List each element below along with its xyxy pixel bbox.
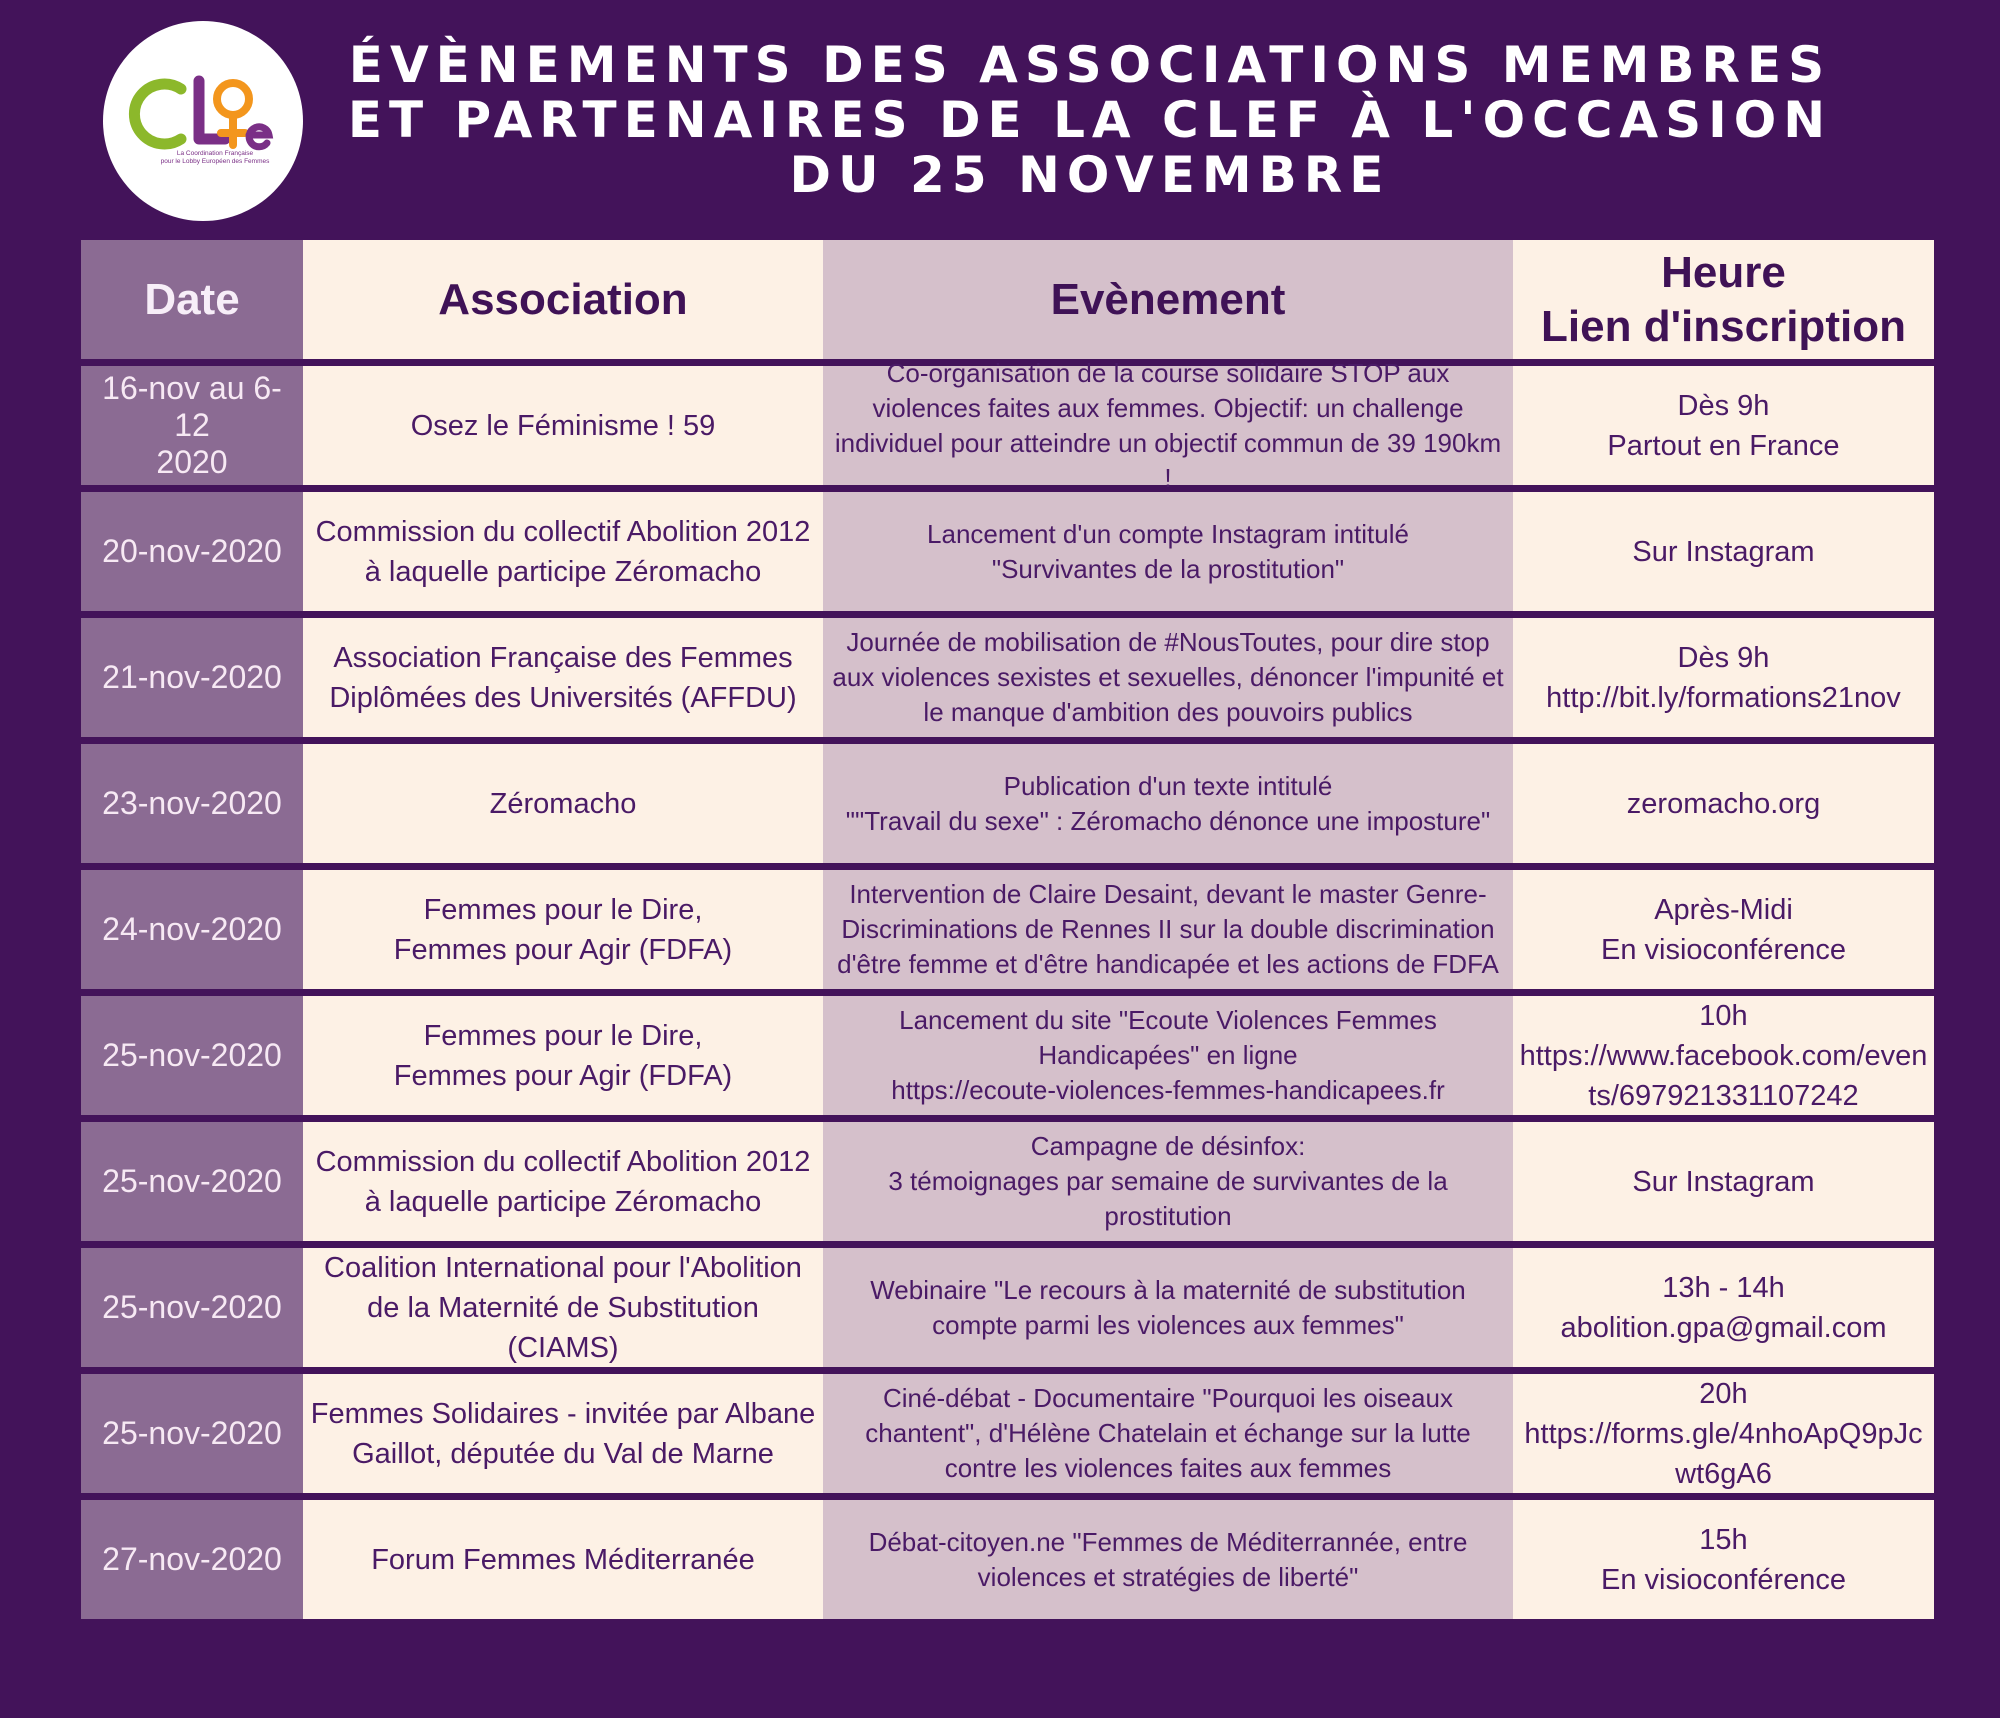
row-event: Co-organisation de la course solidaire STOP aux violences faites aux femmes. Objectif: un challenge individuel pour atteindre un objectif commun de 39 190km !: [823, 366, 1513, 485]
row-time-link: 15h En visioconférence: [1513, 1500, 1934, 1619]
row-date: 16-nov au 6-12 2020: [81, 366, 303, 485]
row-event: Lancement du site "Ecoute Violences Femmes Handicapées" en ligne https://ecoute-violences-femmes-handicapees.fr: [823, 996, 1513, 1115]
clef-logo: [103, 21, 303, 221]
header-event: Evènement: [823, 240, 1513, 359]
row-time-link: 13h - 14h abolition.gpa@gmail.com: [1513, 1248, 1934, 1367]
table-row: [81, 870, 1934, 989]
row-time-link: Après-Midi En visioconférence: [1513, 870, 1934, 989]
row-date: 23-nov-2020: [81, 744, 303, 863]
row-date: 20-nov-2020: [81, 492, 303, 611]
row-association: Association Française des Femmes Diplômées des Universités (AFFDU): [303, 618, 823, 737]
row-event: Lancement d'un compte Instagram intitulé "Survivantes de la prostitution": [823, 492, 1513, 611]
row-association: Forum Femmes Méditerranée: [303, 1500, 823, 1619]
row-association: Femmes pour le Dire, Femmes pour Agir (FDFA): [303, 996, 823, 1115]
row-date: 25-nov-2020: [81, 1122, 303, 1241]
clef-logo-icon: [103, 21, 303, 221]
row-association: Coalition International pour l'Abolition de la Maternité de Substitution (CIAMS): [303, 1248, 823, 1367]
row-time-link: Sur Instagram: [1513, 492, 1934, 611]
table-row: [81, 618, 1934, 737]
row-association: Commission du collectif Abolition 2012 à laquelle participe Zéromacho: [303, 1122, 823, 1241]
row-event: Publication d'un texte intitulé ""Travail du sexe" : Zéromacho dénonce une imposture": [823, 744, 1513, 863]
table-row: [81, 744, 1934, 863]
row-association: Osez le Féminisme ! 59: [303, 366, 823, 485]
row-association: Zéromacho: [303, 744, 823, 863]
row-date: 24-nov-2020: [81, 870, 303, 989]
row-time-link: 20h https://forms.gle/4nhoApQ9pJcwt6gA6: [1513, 1374, 1934, 1493]
logo-tagline-2: pour le Lobby Européen des Femmes: [160, 158, 270, 165]
row-time-link: 10h https://www.facebook.com/events/697921331107242: [1513, 996, 1934, 1115]
header-date: Date: [81, 240, 303, 359]
table-row: [81, 1248, 1934, 1367]
table-header-row: [81, 240, 1934, 359]
row-event: Campagne de désinfox: 3 témoignages par semaine de survivantes de la prostitution: [823, 1122, 1513, 1241]
row-association: Femmes Solidaires - invitée par Albane Gaillot, députée du Val de Marne: [303, 1374, 823, 1493]
row-time-link: Dès 9h Partout en France: [1513, 366, 1934, 485]
row-event: Webinaire "Le recours à la maternité de substitution compte parmi les violences aux femmes": [823, 1248, 1513, 1367]
row-date: 27-nov-2020: [81, 1500, 303, 1619]
row-time-link: Dès 9h http://bit.ly/formations21nov: [1513, 618, 1934, 737]
table-row: [81, 1500, 1934, 1619]
header-time-link: Heure Lien d'inscription: [1513, 240, 1934, 359]
table-row: [81, 1122, 1934, 1241]
table-row: [81, 492, 1934, 611]
row-event: Ciné-débat - Documentaire "Pourquoi les oiseaux chantent", d'Hélène Chatelain et échange sur la lutte contre les violences faites aux femmes: [823, 1374, 1513, 1493]
table-row: [81, 357, 1934, 493]
header-association: Association: [303, 240, 823, 359]
row-date: 25-nov-2020: [81, 1374, 303, 1493]
row-time-link: zeromacho.org: [1513, 744, 1934, 863]
row-event: Intervention de Claire Desaint, devant le master Genre-Discriminations de Rennes II sur la double discrimination d'être femme et d'être handicapée et les actions de FDFA: [823, 870, 1513, 989]
row-date: 21-nov-2020: [81, 618, 303, 737]
row-event: Journée de mobilisation de #NousToutes, pour dire stop aux violences sexistes et sexuelles, dénoncer l'impunité et le manque d'ambition des pouvoirs publics: [823, 618, 1513, 737]
row-date: 25-nov-2020: [81, 1248, 303, 1367]
logo-tagline-1: La Coordination Française: [176, 150, 254, 157]
row-association: Commission du collectif Abolition 2012 à laquelle participe Zéromacho: [303, 492, 823, 611]
row-date: 25-nov-2020: [81, 996, 303, 1115]
row-association: Femmes pour le Dire, Femmes pour Agir (FDFA): [303, 870, 823, 989]
page-title: ÉVÈNEMENTS DES ASSOCIATIONS MEMBRES ET PARTENAIRES DE LA CLEF À L'OCCASION DU 25 NOVEMBRE: [347, 36, 1833, 204]
row-event: Débat-citoyen.ne "Femmes de Méditerrannée, entre violences et stratégies de liberté": [823, 1500, 1513, 1619]
table-row: [81, 996, 1934, 1115]
table-row: [81, 1374, 1934, 1493]
row-time-link: Sur Instagram: [1513, 1122, 1934, 1241]
